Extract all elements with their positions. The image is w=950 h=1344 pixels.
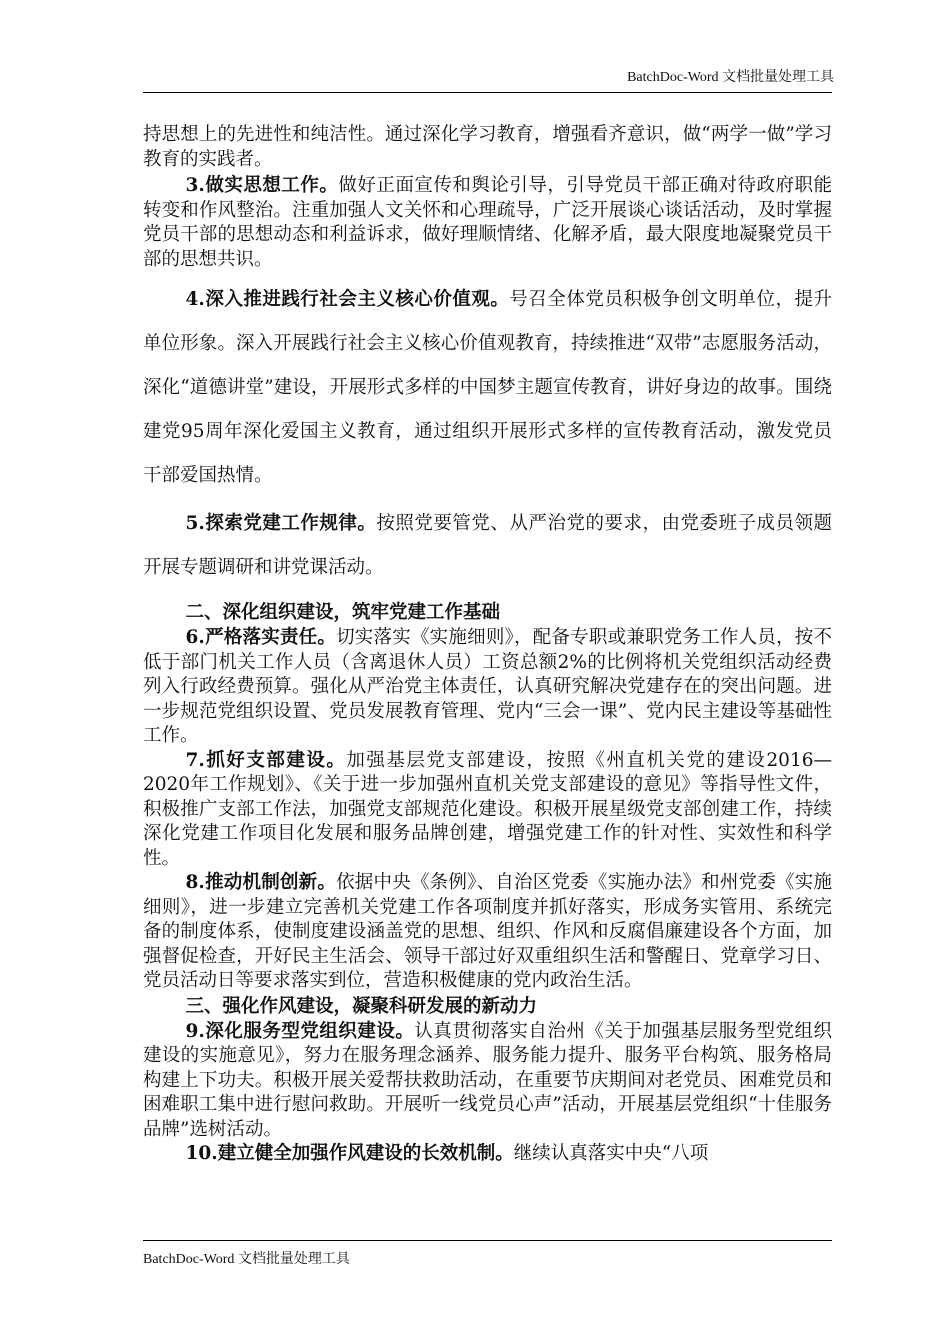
paragraph-lead: 9.深化服务型党组织建设。 (185, 1020, 415, 1042)
paragraph-text: 切实落实《实施细则》，配备专职或兼职党务工作人员，按不低于部门机关工作人员（含离退休人员）工资总额2%的比例将机关党组织活动经费列入行政经费预算。强化从严治党主体责任，认真研究解决党建存在的突出问题。进一步规范党组织设置、党员发展教育管理、党内“三会一课”、党内民主建设等基础性工作。 (143, 627, 832, 746)
paragraph-3 (143, 174, 832, 272)
paragraph-8 (143, 871, 832, 994)
paragraph-text: 做好正面宣传和舆论引导，引导党员干部正确对待政府职能转变和作风整治。注重加强人文关怀和心理疏导，广泛开展谈心谈话活动，及时掌握党员干部的思想动态和利益诉求，做好理顺情绪、化解矛盾，最大限度地凝聚党员干部的思想共识。 (143, 175, 832, 270)
section-heading-2: 二、深化组织建设，筑牢党建工作基础 (185, 602, 501, 623)
document-body (143, 123, 832, 1167)
paragraph-lead: 10.建立健全加强作风建设的长效机制。 (185, 1143, 514, 1164)
header-divider (143, 92, 832, 93)
paragraph-text: 持思想上的先进性和纯洁性。通过深化学习教育，增强看齐意识，做“两学一做”学习教育的实践者。 (143, 124, 832, 170)
page-footer: BatchDoc-Word 文档批量处理工具 (143, 1252, 350, 1267)
paragraph-1 (143, 123, 832, 172)
paragraph-lead: 8.推动机制创新。 (185, 872, 337, 893)
paragraph-6 (143, 626, 832, 749)
paragraph-7 (143, 749, 832, 872)
section-heading-3: 三、强化作风建设，凝聚科研发展的新动力 (185, 995, 538, 1017)
paragraph-text: 依据中央《条例》、自治区党委《实施办法》和州党委《实施细则》，进一步建立完善机关党建工作各项制度并抓好落实，形成务实管用、系统完备的制度体系，使制度建设涵盖党的思想、组织、作风和反腐倡廉建设各个方面，加强督促检查，开好民主生活会、领导干部过好双重组织生活和警醒日、党章学习日、党员活动日等要求落实到位，营造积极健康的党内政治生活。 (143, 872, 832, 991)
paragraph-text: 认真贯彻落实自治州《关于加强基层服务型党组织建设的实施意见》，努力在服务理念涵养、服务能力提升、服务平台构筑、服务格局构建上下功夫。积极开展关爱帮扶救助活动，在重要节庆期间对老党员、困难党员和困难职工集中进行慰问救助。开展听一线党员心声”活动，开展基层党组织“十佳服务品牌”选树活动。 (143, 1020, 832, 1140)
paragraph-text: 号召全体党员积极争创文明单位，提升单位形象。深入开展践行社会主义核心价值观教育，持续推进“双带”志愿服务活动，深化“道德讲堂”建设，开展形式多样的中国梦主题宣传教育，讲好身边的故事。围绕建党95周年深化爱国主义教育，通过组织开展形式多样的宣传教育活动，激发党员干部爱国热情。 (143, 289, 832, 486)
paragraph-lead: 4.深入推进践行社会主义核心价值观。 (185, 289, 510, 310)
paragraph-text: 加强基层党支部建设，按照《州直机关党的建设2016—2020年工作规划》、《关于进一步加强州直机关党支部建设的意见》等指导性文件，积极推广支部工作法，加强党支部规范化建设。积极开展星级党支部创建工作，持续深化党建工作项目化发展和服务品牌创建，增强党建工作的针对性、实效性和科学性。 (143, 749, 832, 869)
paragraph-9 (143, 1020, 832, 1143)
page-header: BatchDoc-Word 文档批量处理工具 (627, 70, 834, 85)
paragraph-10 (143, 1142, 832, 1167)
paragraph-lead: 5.探索党建工作规律。 (185, 513, 377, 534)
footer-divider (143, 1240, 832, 1241)
paragraph-lead: 3.做实思想工作。 (185, 175, 339, 196)
paragraph-5 (143, 502, 832, 590)
paragraph-lead: 6.严格落实责任。 (185, 627, 337, 648)
paragraph-text: 按照党要管党、从严治党的要求，由党委班子成员领题开展专题调研和讲党课活动。 (143, 513, 832, 578)
paragraph-4 (143, 278, 832, 498)
paragraph-lead: 7.抓好支部建设。 (185, 749, 347, 771)
paragraph-text: 继续认真落实中央“八项 (513, 1143, 709, 1164)
